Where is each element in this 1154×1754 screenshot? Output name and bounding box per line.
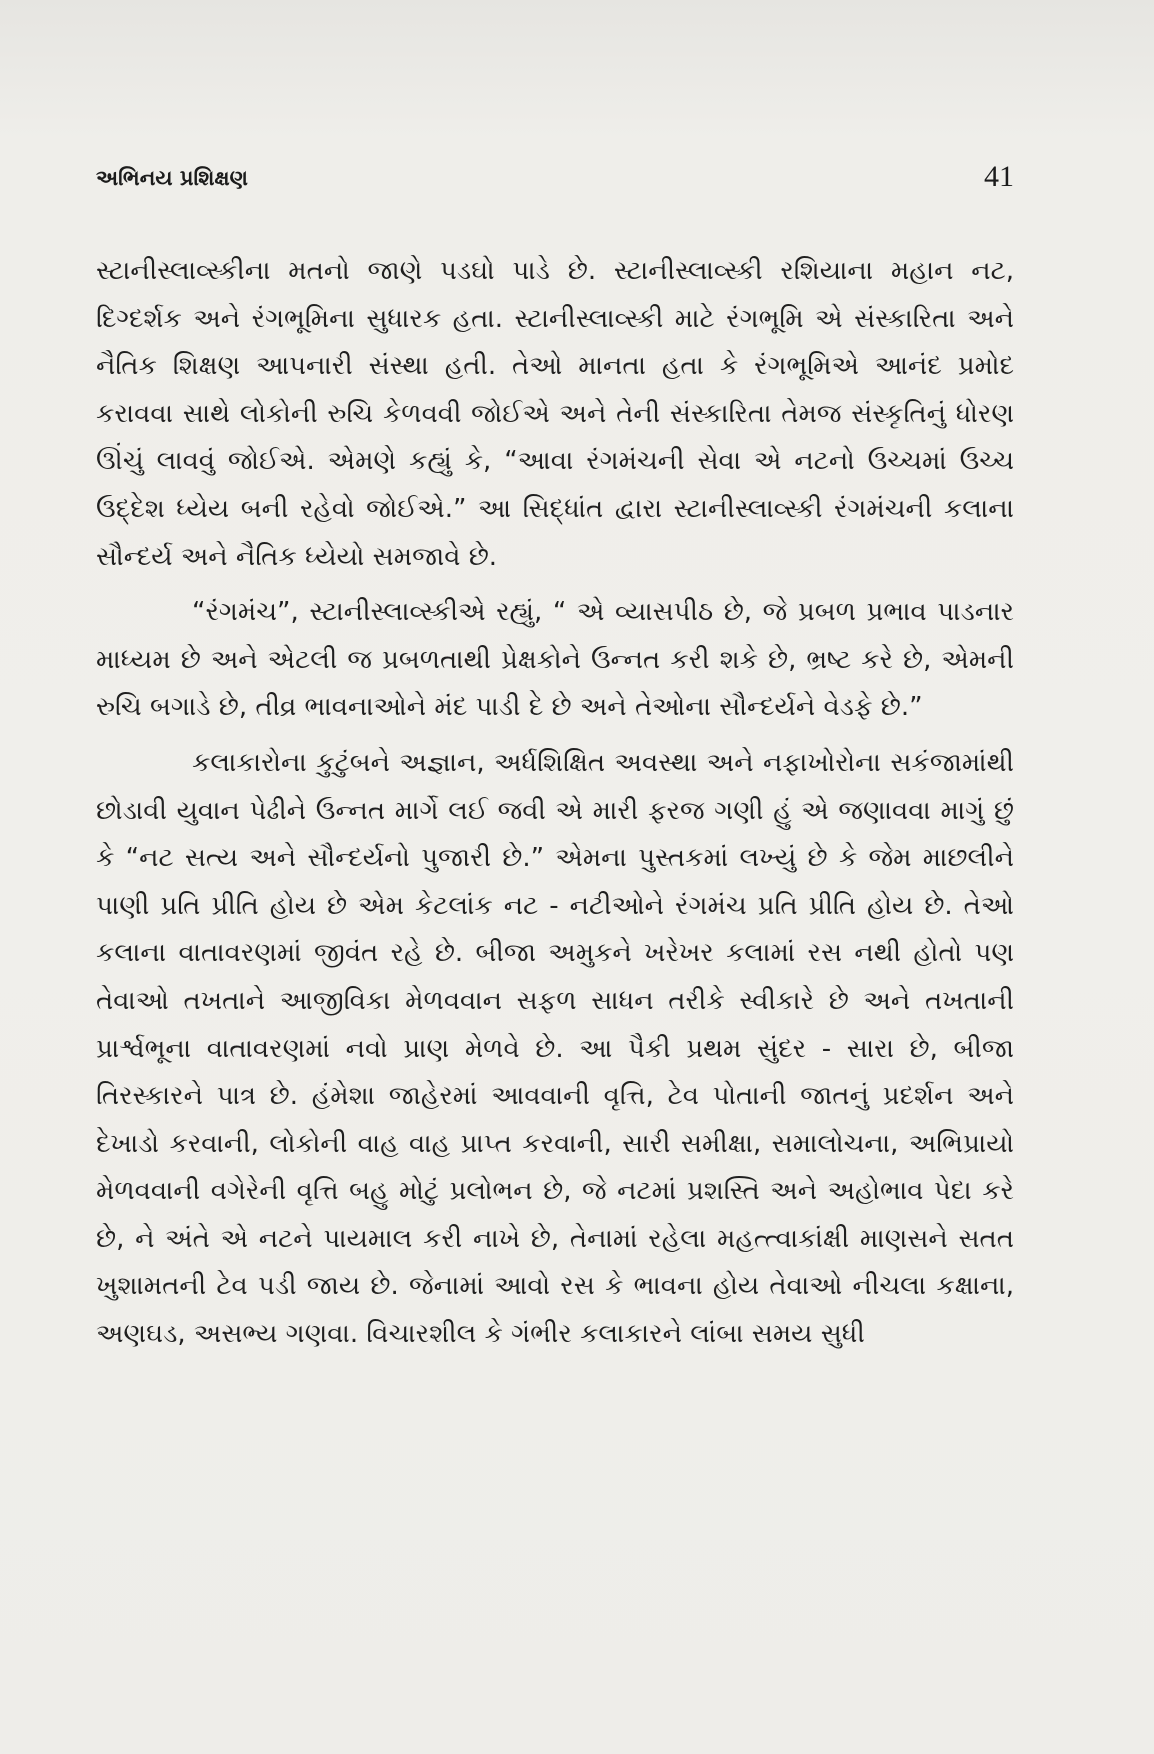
paragraph-3: કલાકારોના કુટુંબને અજ્ઞાન, અર્ધશિક્ષિત અવસ્થા અને નફાખોરોના સકંજામાંથી છોડાવી યુવાન પેઢીને ઉન્નત માર્ગે લઈ જવી એ મારી ફરજ ગણી હું એ જણાવવા માગું છું કે “નટ સત્ય અને સૌન્દર્યનો પુજારી છે.” એમના પુસ્તકમાં લખ્યું છે કે જેમ માછલીને પાણી પ્રતિ પ્રીતિ હોય છે એમ કેટલાંક નટ - નટીઓને રંગમંચ પ્રતિ પ્રીતિ હોય છે. તેઓ કલાના વાતાવરણમાં જીવંત રહે છે. બીજા અમુકને ખરેખર કલામાં રસ નથી હોતો પણ તેવાઓ તખતાને આજીવિકા મેળવવાન સફળ સાધન તરીકે સ્વીકારે છે અને તખતાની પ્રાર્શ્વભૂના વાતાવરણમાં નવો પ્રાણ મેળવે છે. આ પૈકી પ્રથમ સુંદર - સારા છે, બીજા તિરસ્કારને પાત્ર છે. હંમેશા જાહેરમાં આવવાની વૃત્તિ, ટેવ પોતાની જાતનું પ્રદર્શન અને દેખાડો કરવાની, લોકોની વાહ વાહ પ્રાપ્ત કરવાની, સારી સમીક્ષા, સમાલોચના, અભિપ્રાયો મેળવવાની વગેરેની વૃત્તિ બહુ મોટું પ્રલોભન છે, જે નટમાં પ્રશસ્તિ અને અહોભાવ પેદા કરે છે, ને અંતે એ નટને પાયમાલ કરી નાખે છે, તેનામાં રહેલા મહત્ત્વાકાંક્ષી માણસને સતત ખુશામતની ટેવ પડી જાય છે. જેનામાં આવો રસ કે ભાવના હોય તેવાઓ નીચલા કક્ષાના, અણઘડ, અસભ્ય ગણવા. વિચારશીલ કે ગંભીર કલાકારને લાંબા સમય સુધી	[96, 747, 1014, 1350]
body-text	[96, 248, 1014, 1367]
page-number: 41	[984, 160, 1014, 193]
paragraph-1: સ્ટાનીસ્લાવ્સ્કીના મતનો જાણે પડઘો પાડે છે. સ્ટાનીસ્લાવ્સ્કી રશિયાના મહાન નટ, દિગ્દર્શક અને રંગભૂમિના સુધારક હતા. સ્ટાનીસ્લાવ્સ્કી માટે રંગભૂમિ એ સંસ્કારિતા અને નૈતિક શિક્ષણ આપનારી સંસ્થા હતી. તેઓ માનતા હતા કે રંગભૂમિએ આનંદ પ્રમોદ કરાવવા સાથે લોકોની રુચિ કેળવવી જોઈએ અને તેની સંસ્કારિતા તેમજ સંસ્કૃતિનું ધોરણ ઊંચું લાવવું જોઈએ. એમણે કહ્યું કે, “આવા રંગમંચની સેવા એ નટનો ઉચ્ચમાં ઉચ્ચ ઉદ્દેશ ધ્યેય બની રહેવો જોઈએ.” આ સિદ્ધાંત દ્વારા સ્ટાનીસ્લાવ્સ્કી રંગમંચની કલાના સૌન્દર્ય અને નૈતિક ધ્યેયો સમજાવે છે.	[96, 256, 1014, 572]
running-title: અભિનય પ્રશિક્ષણ	[96, 166, 248, 190]
page-header	[96, 160, 1014, 200]
paragraph-2: “રંગમંચ”, સ્ટાનીસ્લાવ્સ્કીએ રહ્યું, “ એ વ્યાસપીઠ છે, જે પ્રબળ પ્રભાવ પાડનાર માધ્યમ છે અને એટલી જ પ્રબળતાથી પ્રેક્ષકોને ઉન્નત કરી શકે છે, ભ્રષ્ટ કરે છે, એમની રુચિ બગાડે છે, તીવ્ર ભાવનાઓને મંદ પાડી દે છે અને તેઓના સૌન્દર્યને વેડફે છે.”	[96, 597, 1014, 723]
